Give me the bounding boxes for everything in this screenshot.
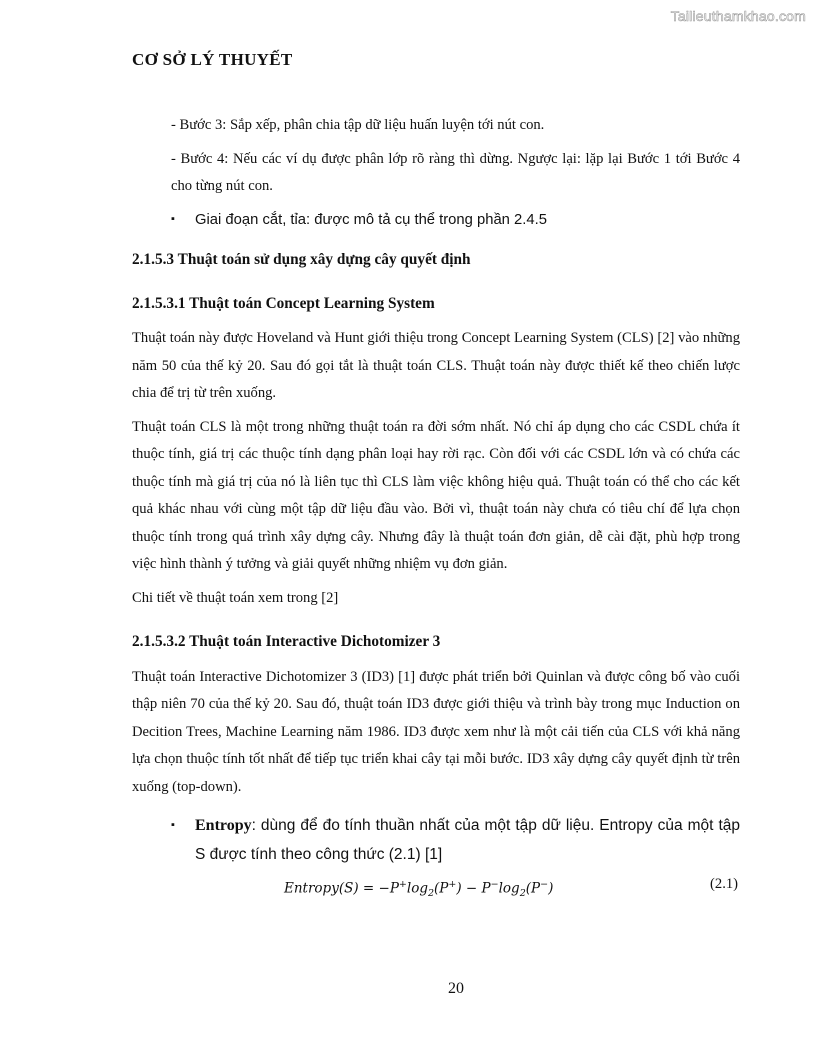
formula-lhs: Entropy(S) = <box>284 880 375 897</box>
step-3: - Bước 3: Sắp xếp, phân chia tập dữ liệu huấn luyện tới nút con. <box>171 117 545 133</box>
square-bullet-icon: ▪ <box>171 819 175 831</box>
formula-sub-2a: 2 <box>427 888 435 900</box>
step-4: - Bước 4: Nếu các ví dụ được phân lớp rõ ràng thì dừng. Ngược lại: lặp lại Bước 1 tới Bước 4 cho từng nút con. <box>171 150 740 194</box>
formula-number: (2.1) <box>710 876 738 892</box>
entropy-term: Entropy <box>195 817 252 834</box>
bullet-entropy <box>132 811 740 869</box>
section-heading-2-1-5-3-1: 2.1.5.3.1 Thuật toán Concept Learning System <box>132 294 435 312</box>
page-content <box>132 112 740 903</box>
chapter-header: CƠ SỞ LÝ THUYẾT <box>132 50 293 69</box>
entropy-formula <box>284 871 553 908</box>
formula-arg-1-sup: + <box>448 879 457 890</box>
bullet-pruning-text: Giai đoạn cắt, tỉa: được mô tả cụ thể trong phần 2.4.5 <box>195 211 547 228</box>
formula-sup-plus: + <box>398 879 407 890</box>
formula-arg-1-close: ) <box>456 880 462 897</box>
formula-log-2: log <box>498 880 520 897</box>
cls-paragraph-2: Thuật toán CLS là một trong những thuật toán ra đời sớm nhất. Nó chỉ áp dụng cho các CSDL chứa ít thuộc tính, giá trị các thuộc tính dạng phân loại hay rời rạc. Còn đối với các CSDL lớn và có chứa các thuộc tính mà giá trị của nó là liên tục thì CLS làm việc không hiệu quả. Thuật toán có thể cho các kết quả khác nhau với cùng một tập dữ liệu đầu vào. Bởi vì, thuật toán này chưa có tiêu chí để lựa chọn thuộc tính trong quá trình xây dựng cây. Nhưng đây là thuật toán đơn giản, dễ cài đặt, phù hợp trong việc hình thành ý tưởng và giải quyết những nhiệm vụ đơn giản. <box>132 418 740 572</box>
formula-log-1: log <box>406 880 428 897</box>
section-heading-2-1-5-3-2: 2.1.5.3.2 Thuật toán Interactive Dichotomizer 3 <box>132 633 441 650</box>
formula-row <box>132 871 740 903</box>
formula-arg-2: (P <box>525 880 541 897</box>
formula-arg-2-sup: − <box>540 879 549 890</box>
bullet-pruning <box>132 207 740 235</box>
formula-term-1: −P <box>378 880 399 897</box>
watermark: Tailieuthamkhao.com <box>670 8 806 24</box>
cls-paragraph-1: Thuật toán này được Hoveland và Hunt giới thiệu trong Concept Learning System (CLS) [2] vào những năm 50 của thế kỷ 20. Sau đó gọi tắt là thuật toán CLS. Thuật toán này được thiết kế theo chiến lược chia để trị từ trên xuống. <box>132 330 740 401</box>
formula-arg-1: (P <box>434 880 449 897</box>
formula-sup-minus: − <box>490 879 499 890</box>
formula-sub-2b: 2 <box>519 888 526 900</box>
entropy-description: : dùng để đo tính thuần nhất của một tập dữ liệu. Entropy của một tập S được tính theo công thức (2.1) [1] <box>195 817 740 863</box>
square-bullet-icon: ▪ <box>171 212 175 225</box>
page-number: 20 <box>448 980 464 997</box>
cls-paragraph-3: Chi tiết về thuật toán xem trong [2] <box>132 589 339 606</box>
formula-arg-2-close: ) <box>548 880 554 897</box>
id3-paragraph-1: Thuật toán Interactive Dichotomizer 3 (ID3) [1] được phát triển bởi Quinlan và được công bố vào cuối thập niên 70 của thế kỷ 20. Sau đó, thuật toán ID3 được giới thiệu và trình bày trong mục Induction on Decition Trees, Machine Learning năm 1986. ID3 được xem như là một cải tiến của CLS với khả năng lựa chọn thuộc tính tốt nhất để tiếp tục triển khai cây tại mỗi bước. ID3 xây dựng cây quyết định từ trên xuống (top-down). <box>132 668 740 795</box>
section-heading-2-1-5-3: 2.1.5.3 Thuật toán sử dụng xây dựng cây quyết định <box>132 251 471 268</box>
formula-term-2: − P <box>461 880 491 897</box>
